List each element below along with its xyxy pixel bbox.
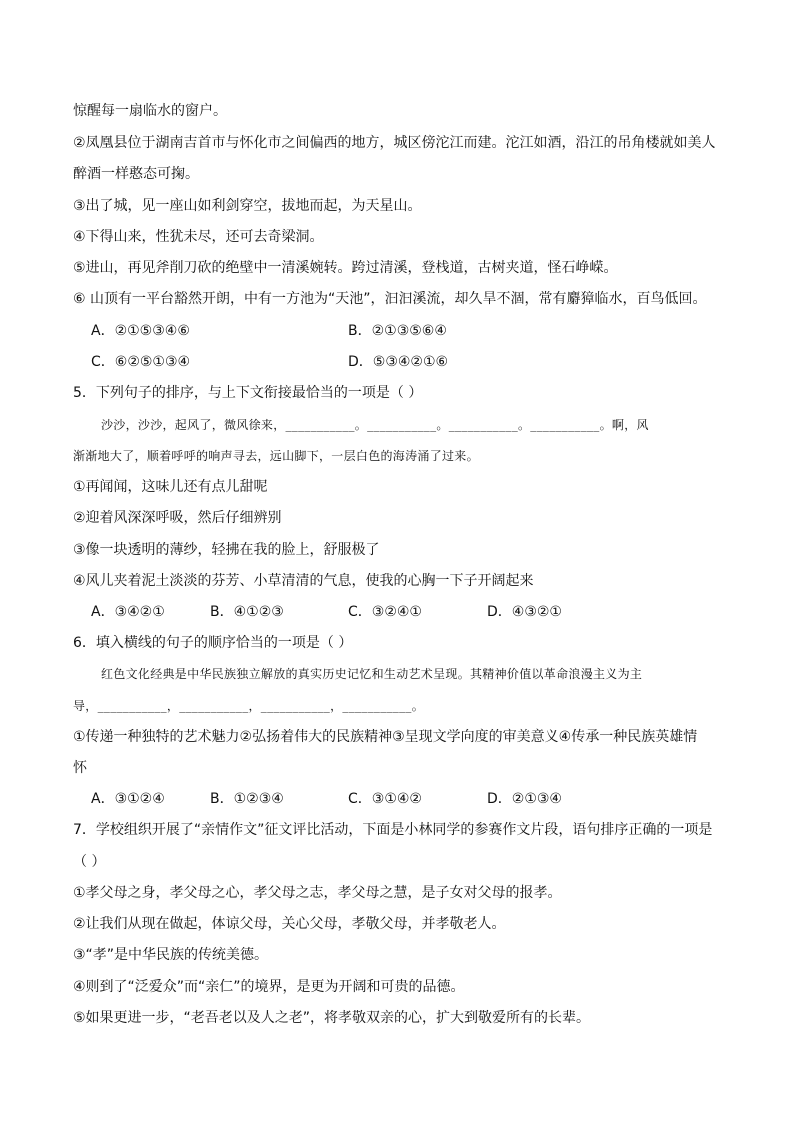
q5-option-c: C．③②④① bbox=[348, 604, 422, 620]
q5-option-a: A．③④②① bbox=[91, 604, 165, 620]
q7-sentence-2: ②让我们从现在做起，体谅父母，关心父母，孝敬父母，并孝敬老人。 bbox=[73, 916, 506, 932]
q5-sentence-2: ②迎着风深深呼吸，然后仔细辨别 bbox=[73, 510, 282, 526]
q6-passage-line-2: 导，___________，___________，___________，___________。 bbox=[73, 699, 424, 713]
q6-option-a: A．③①②④ bbox=[91, 791, 165, 807]
q6-option-b: B．①②③④ bbox=[210, 791, 284, 807]
q4-sentence-6: ⑥ 山顶有一平台豁然开朗，中有一方池为“天池”，汩汩溪流，却久旱不涸，常有麝獐临水，百鸟低回。 bbox=[73, 291, 707, 307]
q6-sentences-line-1: ①传递一种独特的艺术魅力②弘扬着伟大的民族精神③呈现文学向度的审美意义④传承一种民族英雄情 bbox=[73, 729, 698, 745]
q4-option-c: C．⑥②⑤①③④ bbox=[91, 354, 191, 370]
q5-sentence-1: ①再闻闻，这味儿还有点儿甜呢 bbox=[73, 479, 268, 495]
q7-sentence-3: ③“孝”是中华民族的传统美德。 bbox=[73, 947, 269, 963]
q5-sentence-4: ④风儿夹着泥土淡淡的芬芳、小草清清的气息，使我的心胸一下子开阔起来 bbox=[73, 573, 534, 589]
q6-sentences-line-2: 怀 bbox=[73, 760, 87, 776]
q4-option-b: B．②①③⑤⑥④ bbox=[348, 323, 447, 339]
q4-sentence-3: ③出了城，见一座山如利剑穿空，拔地而起，为天星山。 bbox=[73, 198, 422, 214]
q5-stem: 5．下列句子的排序，与上下文衔接最恰当的一项是（ ） bbox=[73, 385, 423, 401]
q5-option-d: D．④③②① bbox=[487, 604, 562, 620]
q6-passage-line-1: 红色文化经典是中华民族独立解放的真实历史记忆和生动艺术呈现。其精神价值以革命浪漫主义为主 bbox=[101, 667, 643, 681]
q4-sentence-4: ④下得山来，性犹未尽，还可去奇梁洞。 bbox=[73, 229, 324, 245]
q6-option-c: C．③①④② bbox=[348, 791, 422, 807]
q5-passage-line-1: 沙沙，沙沙，起风了，微风徐来，___________。___________。___________。___________。啊，风 bbox=[101, 418, 649, 432]
q5-sentence-3: ③像一块透明的薄纱，轻拂在我的脸上，舒服极了 bbox=[73, 542, 380, 558]
q7-stem-line-2: （ ） bbox=[73, 854, 106, 870]
q4-sentence-2a: ②凤凰县位于湖南吉首市与怀化市之间偏西的地方，城区傍沱江而建。沱江如酒，沿江的吊角楼就如美人 bbox=[73, 135, 716, 151]
q4-option-d: D．⑤③④②①⑥ bbox=[348, 354, 449, 370]
q4-line-0: 惊醒每一扇临水的窗户。 bbox=[73, 103, 227, 119]
q6-stem: 6．填入横线的句子的顺序恰当的一项是（ ） bbox=[73, 635, 353, 651]
q5-option-b: B．④①②③ bbox=[210, 604, 284, 620]
q7-sentence-4: ④则到了“泛爱众”而“亲仁”的境界，是更为开阔和可贵的品德。 bbox=[73, 979, 465, 995]
q6-option-d: D．②①③④ bbox=[487, 791, 562, 807]
q4-sentence-5: ⑤进山，再见斧削刀砍的绝壁中一清溪婉转。跨过清溪，登栈道，古树夹道，怪石峥嵘。 bbox=[73, 260, 618, 276]
q5-passage-line-2: 渐渐地大了，顺着呼呼的响声寻去，远山脚下，一层白色的海涛涌了过来。 bbox=[73, 449, 479, 463]
q4-option-a: A．②①⑤③④⑥ bbox=[91, 323, 190, 339]
q4-sentence-2b: 醉酒一样憨态可掬。 bbox=[73, 166, 199, 182]
q7-sentence-5: ⑤如果更进一步，“老吾老以及人之老”，将孝敬双亲的心，扩大到敬爱所有的长辈。 bbox=[73, 1010, 591, 1026]
q7-sentence-1: ①孝父母之身，孝父母之心，孝父母之志，孝父母之慧，是子女对父母的报孝。 bbox=[73, 885, 562, 901]
q7-stem-line-1: 7．学校组织开展了“亲情作文”征文评比活动，下面是小林同学的参赛作文片段，语句排序正确的一项是 bbox=[73, 822, 713, 838]
